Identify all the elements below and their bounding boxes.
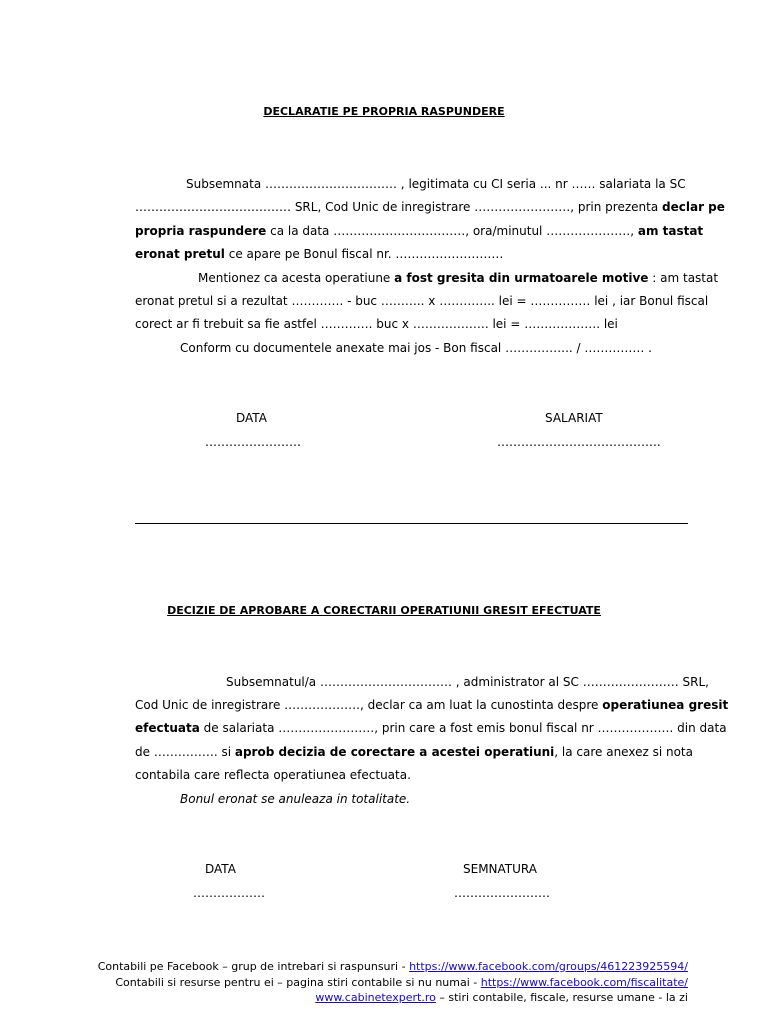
declaration-paragraph-2-line-1 <box>198 270 718 286</box>
decision-bold-text: operatiunea gresit <box>602 698 729 712</box>
decision-text: de ……………. si <box>135 745 235 759</box>
footer-text: – stiri contabile, fiscale, resurse umane - la zi <box>435 991 688 1004</box>
footer-line-2 <box>115 975 688 991</box>
decision-line-2 <box>135 697 728 713</box>
declaration-text: ca la data ……………………………, ora/minutul …………………, <box>266 224 638 238</box>
declaration-bold-text: propria raspundere <box>135 224 267 238</box>
declaration-bold-text: a fost gresita din urmatoarele motive <box>394 271 649 285</box>
decision-data-label: DATA <box>205 862 236 876</box>
facebook-page-link[interactable]: https://www.facebook.com/fiscalitate/ <box>480 976 688 989</box>
declaration-text: Mentionez ca acesta operatiune <box>198 271 395 285</box>
declaration-text: ce apare pe Bonul fiscal nr. ……………………… <box>224 247 504 261</box>
decision-line-1: Subsemnatul/a …………………………… , administrator al SC …………………… SRL, <box>226 675 709 689</box>
declaration-paragraph-2-line-2: eronat pretul si a rezultat …………. - buc ……….. x ………….. lei = …………… lei , iar Bonul fiscal <box>135 294 709 308</box>
declaration-paragraph-1-line-4 <box>135 246 503 262</box>
decision-text: de salariata ……………………, prin care a fost emis bonul fiscal nr ………………. din data <box>199 721 727 735</box>
decision-text: , la care anexez si nota <box>554 745 693 759</box>
decision-semnatura-label: SEMNATURA <box>463 862 537 876</box>
footer-text: Contabili si resurse pentru ei – pagina stiri contabile si nu numai - <box>115 976 481 989</box>
declaration-paragraph-3: Conform cu documentele anexate mai jos - Bon fiscal …………….. / …………… . <box>180 341 652 355</box>
footer-text: Contabili pe Facebook – grup de intrebari si raspunsuri - <box>97 960 410 973</box>
declaration-salariat-dots: ………………………………….. <box>497 435 661 449</box>
declaration-paragraph-2-line-3: corect ar fi trebuit sa fie astfel …………. buc x ………………. lei = ………………. lei <box>135 317 618 331</box>
declaration-bold-text: declar pe <box>662 200 725 214</box>
decision-text: Cod Unic de inregistrare ………………., declar ca am luat la cunostinta despre <box>135 698 603 712</box>
decision-line-3 <box>135 720 727 736</box>
declaration-bold-text: eronat pretul <box>135 247 225 261</box>
decision-bold-text: efectuata <box>135 721 200 735</box>
decision-data-dots: ……………… <box>193 886 265 900</box>
declaration-bold-text: am tastat <box>637 224 704 238</box>
section-divider <box>135 523 688 524</box>
declaration-data-label: DATA <box>236 411 267 425</box>
website-link[interactable]: www.cabinetexpert.ro <box>315 991 436 1004</box>
declaration-paragraph-1-line-3 <box>135 223 703 239</box>
decision-semnatura-dots: …………………… <box>454 886 550 900</box>
declaration-title: DECLARATIE PE PROPRIA RASPUNDERE <box>263 105 505 118</box>
declaration-paragraph-1-line-2 <box>135 199 725 215</box>
decision-line-6: Bonul eronat se anuleaza in totalitate. <box>180 792 411 806</box>
declaration-salariat-label: SALARIAT <box>545 411 603 425</box>
declaration-data-dots: …………………… <box>205 435 301 449</box>
declaration-paragraph-1-line-1: Subsemnata …………………………… , legitimata cu CI seria ... nr …… salariata la SC <box>186 177 686 191</box>
footer-line-1 <box>98 959 688 975</box>
facebook-group-link[interactable]: https://www.facebook.com/groups/461223925594/ <box>409 960 688 973</box>
decision-bold-text: aprob decizia de corectare a acestei operatiuni <box>234 745 555 759</box>
decision-line-4 <box>135 744 693 760</box>
declaration-text: ………………………………… SRL, Cod Unic de inregistrare ……………………, prin prezenta <box>135 200 663 214</box>
declaration-text: : am tastat <box>648 271 719 285</box>
decision-title: DECIZIE DE APROBARE A CORECTARII OPERATIUNII GRESIT EFECTUATE <box>167 604 601 617</box>
footer-line-3 <box>315 990 688 1006</box>
decision-line-5: contabila care reflecta operatiunea efectuata. <box>135 768 411 782</box>
